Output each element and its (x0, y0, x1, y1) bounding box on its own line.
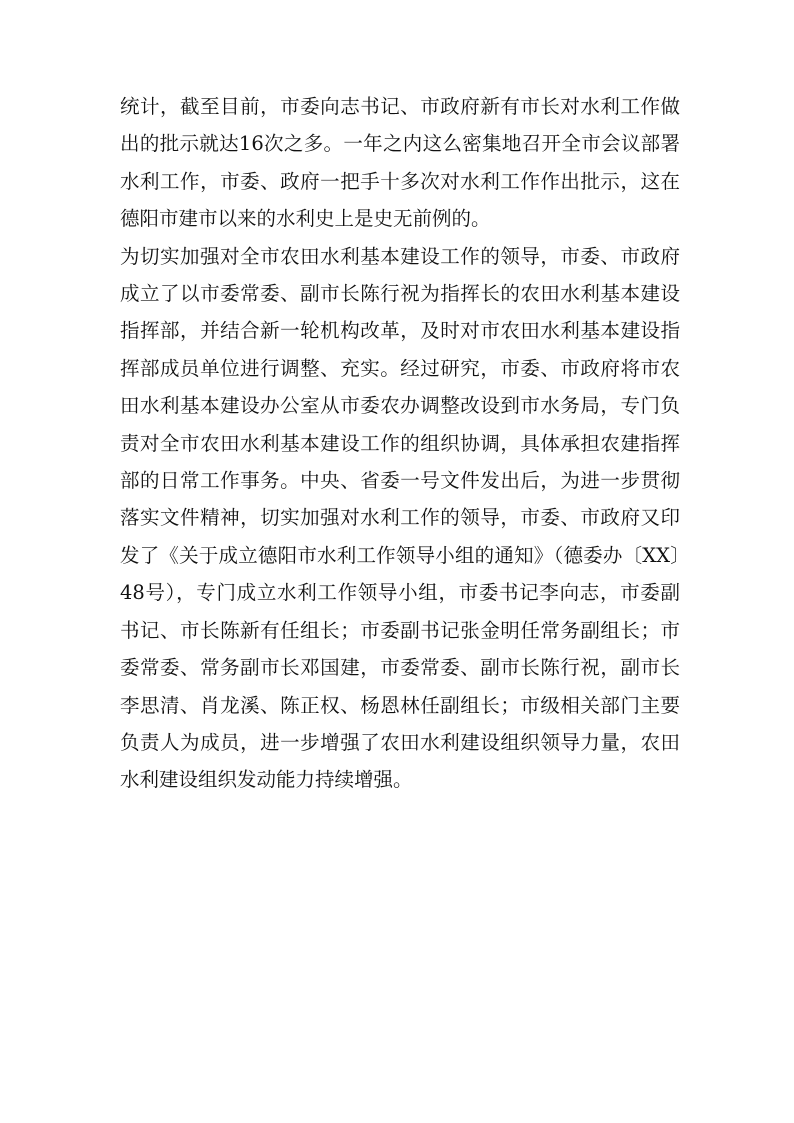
paragraph-statistics: 统计，截至目前，市委向志书记、市政府新有市长对水利工作做出的批示就达16次之多。一年之内这么密集地召开全市会议部署水利工作，市委、政府一把手十多次对水利工作作出批示，这在德阳市建市以来的水利史上是史无前例的。 (120, 95, 680, 231)
paragraph-leadership: 为切实加强对全市农田水利基本建设工作的领导，市委、市政府成立了以市委常委、副市长陈行祝为指挥长的农田水利基本建设指挥部，并结合新一轮机构改革，及时对市农田水利基本建设指挥部成员单位进行调整、充实。经过研究，市委、市政府将市农田水利基本建设办公室从市委农办调整改设到市水务局，专门负责对全市农田水利基本建设工作的组织协调，具体承担农建指挥部的日常工作事务。中央、省委一号文件发出后，为进一步贯彻落实文件精神，切实加强对水利工作的领导，市委、市政府又印发了《关于成立德阳市水利工作领导小组的通知》（德委办〔XX〕48号），专门成立水利工作领导小组，市委书记李向志，市委副书记、市长陈新有任组长；市委副书记张金明任常务副组长；市委常委、常务副市长邓国建，市委常委、副市长陈行祝，副市长李思清、肖龙溪、陈正权、杨恩林任副组长；市级相关部门主要负责人为成员，进一步增强了农田水利建设组织领导力量，农田水利建设组织发动能力持续增强。 (120, 244, 680, 792)
document-body (120, 88, 680, 799)
